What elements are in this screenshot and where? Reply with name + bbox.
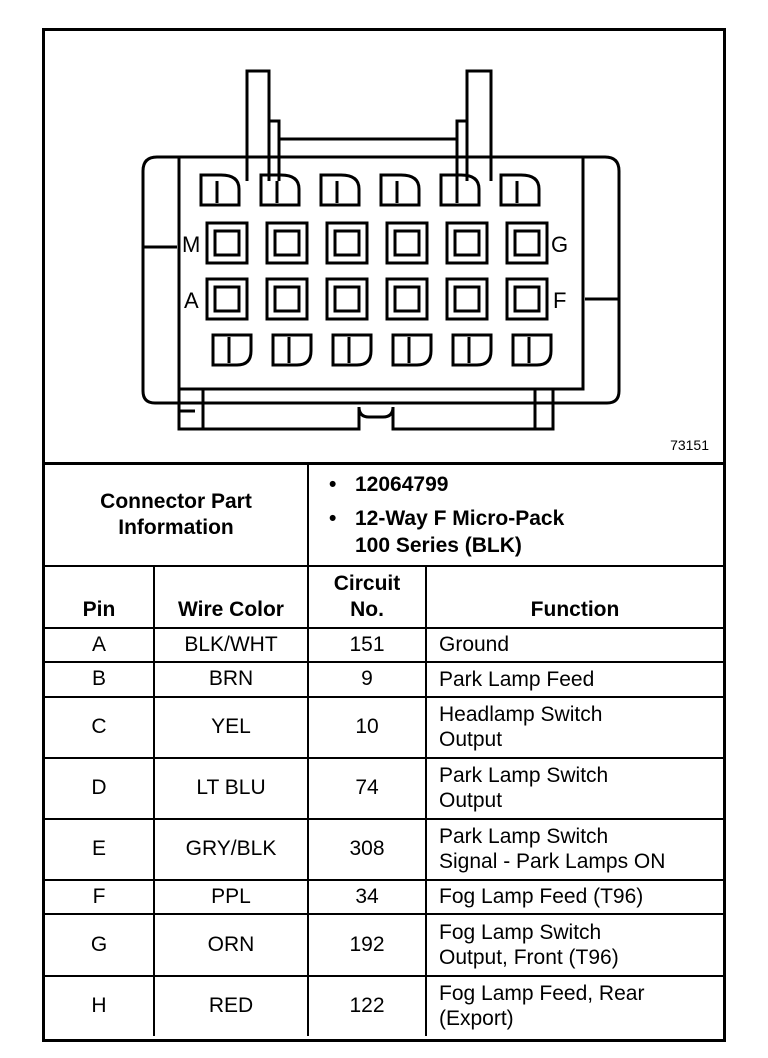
part-number: 12064799 (355, 472, 449, 496)
header-pin: Pin (45, 566, 154, 628)
circuit-cell: 9 (308, 662, 426, 697)
wire-color-cell: BRN (154, 662, 308, 697)
pin-cell: D (45, 758, 154, 819)
wire-color-cell: LT BLU (154, 758, 308, 819)
table-row (45, 976, 723, 1036)
wire-color-cell: RED (154, 976, 308, 1036)
function-cell: Fog Lamp Feed (T96) (426, 880, 723, 914)
connector-info-row (45, 464, 723, 566)
wire-color-cell: BLK/WHT (154, 628, 308, 662)
function-cell: Park Lamp Switch Signal - Park Lamps ON (426, 819, 723, 880)
connector-description-1: 12-Way F Micro-Pack (355, 506, 565, 530)
pin-cell: F (45, 880, 154, 914)
connector-info-label: Connector Part Information (45, 464, 308, 566)
table-row (45, 697, 723, 758)
table-row (45, 819, 723, 880)
connector-description-2: 100 Series (BLK) (355, 533, 522, 557)
table-row (45, 662, 723, 697)
pin-cell: C (45, 697, 154, 758)
pin-cell: A (45, 628, 154, 662)
table-row (45, 880, 723, 914)
pin-label-a: A (184, 288, 199, 313)
circuit-cell: 34 (308, 880, 426, 914)
terminal-row-top (201, 175, 539, 205)
function-cell: Fog Lamp Switch Output, Front (T96) (426, 914, 723, 976)
circuit-cell: 74 (308, 758, 426, 819)
header-circuit: Circuit No. (308, 566, 426, 628)
pinout-table (45, 462, 723, 1036)
circuit-cell: 122 (308, 976, 426, 1036)
table-row (45, 758, 723, 819)
figure-reference-number: 73151 (670, 437, 709, 453)
circuit-cell: 151 (308, 628, 426, 662)
pin-cell: H (45, 976, 154, 1036)
wire-color-cell: ORN (154, 914, 308, 976)
circuit-cell: 10 (308, 697, 426, 758)
function-cell: Headlamp Switch Output (426, 697, 723, 758)
wire-color-cell: GRY/BLK (154, 819, 308, 880)
function-cell: Fog Lamp Feed, Rear (Export) (426, 976, 723, 1036)
pin-cell: E (45, 819, 154, 880)
pin-label-m: M (182, 232, 201, 257)
function-cell: Park Lamp Feed (426, 662, 723, 697)
pin-cell: B (45, 662, 154, 697)
wire-color-cell: PPL (154, 880, 308, 914)
header-wire-color: Wire Color (154, 566, 308, 628)
terminal-row-upper (207, 223, 547, 263)
connector-info-details: • 12064799 • 12-Way F Micro-Pack 100 Series (BLK) (308, 464, 723, 566)
function-cell: Ground (426, 628, 723, 662)
circuit-cell: 308 (308, 819, 426, 880)
table-row (45, 914, 723, 976)
terminal-row-lower (207, 279, 547, 319)
connector-frame (42, 28, 726, 1042)
table-header (45, 566, 723, 628)
wire-color-cell: YEL (154, 697, 308, 758)
pin-label-f: F (553, 288, 567, 313)
pin-cell: G (45, 914, 154, 976)
connector-diagram (45, 31, 723, 465)
header-function: Function (426, 566, 723, 628)
terminal-row-bottom (213, 335, 551, 365)
function-cell: Park Lamp Switch Output (426, 758, 723, 819)
table-row (45, 628, 723, 662)
circuit-cell: 192 (308, 914, 426, 976)
pin-label-g: G (551, 232, 569, 257)
